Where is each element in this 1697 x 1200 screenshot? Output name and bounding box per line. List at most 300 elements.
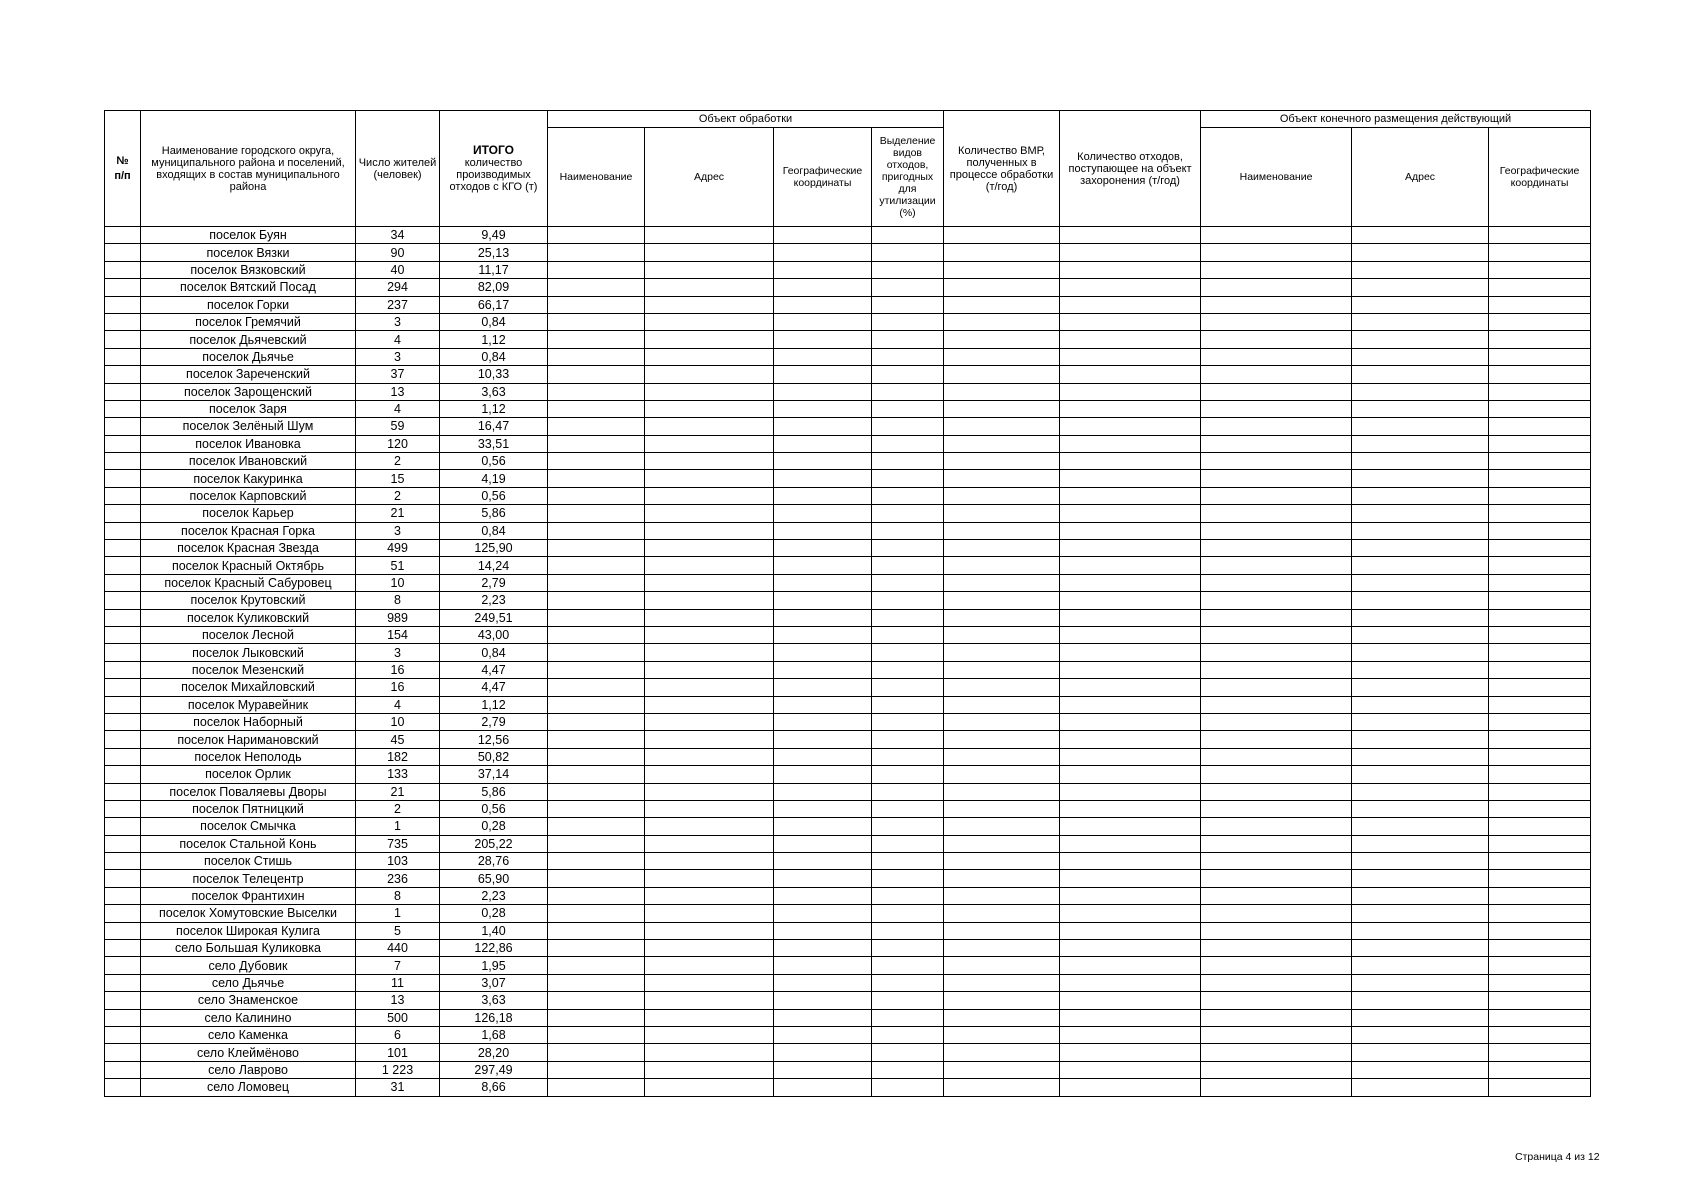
cell-total: 50,82	[440, 748, 548, 765]
cell-disp-address	[1352, 366, 1489, 383]
cell-disp-name	[1201, 766, 1352, 783]
cell-proc-percent	[872, 1061, 944, 1078]
cell-disp-name	[1201, 661, 1352, 678]
cell-proc-coords	[774, 609, 872, 626]
table-row	[105, 800, 1591, 817]
cell-disp-address	[1352, 383, 1489, 400]
cell-disp-address	[1352, 313, 1489, 330]
cell-disp-coords	[1489, 992, 1591, 1009]
cell-total: 82,09	[440, 279, 548, 296]
cell-total: 11,17	[440, 261, 548, 278]
cell-disp-coords	[1489, 905, 1591, 922]
cell-burial-qty	[1060, 679, 1201, 696]
cell-proc-name	[548, 835, 645, 852]
cell-num	[105, 887, 141, 904]
cell-proc-percent	[872, 522, 944, 539]
header-proc-coords: Географические координаты	[774, 128, 872, 227]
cell-burial-qty	[1060, 592, 1201, 609]
cell-disp-coords	[1489, 609, 1591, 626]
cell-disp-address	[1352, 766, 1489, 783]
cell-proc-name	[548, 922, 645, 939]
cell-disp-address	[1352, 418, 1489, 435]
cell-num	[105, 470, 141, 487]
cell-proc-address	[645, 574, 774, 591]
cell-proc-percent	[872, 974, 944, 991]
cell-disp-name	[1201, 296, 1352, 313]
cell-name: поселок Стишь	[141, 853, 356, 870]
cell-proc-name	[548, 261, 645, 278]
table-row	[105, 435, 1591, 452]
cell-burial-qty	[1060, 853, 1201, 870]
cell-burial-qty	[1060, 348, 1201, 365]
header-proc-name: Наименование	[548, 128, 645, 227]
cell-num	[105, 1044, 141, 1061]
cell-disp-name	[1201, 644, 1352, 661]
table-row	[105, 244, 1591, 261]
cell-proc-name	[548, 313, 645, 330]
table-row	[105, 1009, 1591, 1026]
cell-proc-name	[548, 453, 645, 470]
cell-disp-address	[1352, 540, 1489, 557]
cell-proc-address	[645, 383, 774, 400]
cell-name: поселок Вязковский	[141, 261, 356, 278]
cell-proc-name	[548, 609, 645, 626]
cell-proc-address	[645, 870, 774, 887]
cell-population: 4	[356, 696, 440, 713]
cell-vmr	[944, 887, 1060, 904]
cell-name: поселок Пятницкий	[141, 800, 356, 817]
cell-disp-address	[1352, 887, 1489, 904]
cell-population: 3	[356, 348, 440, 365]
cell-proc-coords	[774, 696, 872, 713]
cell-total: 0,56	[440, 800, 548, 817]
cell-population: 182	[356, 748, 440, 765]
cell-burial-qty	[1060, 557, 1201, 574]
cell-vmr	[944, 661, 1060, 678]
cell-proc-address	[645, 905, 774, 922]
cell-proc-name	[548, 696, 645, 713]
cell-vmr	[944, 348, 1060, 365]
cell-vmr	[944, 453, 1060, 470]
cell-burial-qty	[1060, 940, 1201, 957]
cell-total: 3,07	[440, 974, 548, 991]
cell-burial-qty	[1060, 661, 1201, 678]
cell-proc-address	[645, 731, 774, 748]
cell-proc-percent	[872, 279, 944, 296]
cell-population: 2	[356, 453, 440, 470]
cell-proc-address	[645, 400, 774, 417]
cell-proc-name	[548, 870, 645, 887]
table-row	[105, 679, 1591, 696]
cell-proc-name	[548, 940, 645, 957]
cell-vmr	[944, 1044, 1060, 1061]
cell-disp-address	[1352, 1044, 1489, 1061]
cell-name: поселок Какуринка	[141, 470, 356, 487]
cell-vmr	[944, 540, 1060, 557]
cell-vmr	[944, 227, 1060, 244]
cell-disp-address	[1352, 331, 1489, 348]
header-disp-name: Наименование	[1201, 128, 1352, 227]
cell-burial-qty	[1060, 296, 1201, 313]
cell-name: поселок Дьячевский	[141, 331, 356, 348]
cell-disp-name	[1201, 261, 1352, 278]
cell-proc-address	[645, 818, 774, 835]
cell-name: поселок Зелёный Шум	[141, 418, 356, 435]
cell-proc-coords	[774, 279, 872, 296]
cell-total: 297,49	[440, 1061, 548, 1078]
cell-disp-coords	[1489, 626, 1591, 643]
cell-population: 5	[356, 922, 440, 939]
cell-population: 236	[356, 870, 440, 887]
cell-disp-coords	[1489, 1061, 1591, 1078]
cell-population: 34	[356, 227, 440, 244]
cell-total: 66,17	[440, 296, 548, 313]
cell-proc-name	[548, 1061, 645, 1078]
cell-disp-coords	[1489, 1044, 1591, 1061]
cell-proc-address	[645, 244, 774, 261]
cell-vmr	[944, 626, 1060, 643]
cell-proc-address	[645, 296, 774, 313]
cell-proc-coords	[774, 800, 872, 817]
cell-proc-name	[548, 713, 645, 730]
cell-population: 500	[356, 1009, 440, 1026]
table-row	[105, 696, 1591, 713]
cell-proc-percent	[872, 870, 944, 887]
cell-num	[105, 331, 141, 348]
cell-burial-qty	[1060, 783, 1201, 800]
cell-num	[105, 435, 141, 452]
cell-burial-qty	[1060, 870, 1201, 887]
cell-population: 7	[356, 957, 440, 974]
cell-name: поселок Михайловский	[141, 679, 356, 696]
table-row	[105, 626, 1591, 643]
cell-proc-name	[548, 661, 645, 678]
cell-proc-address	[645, 940, 774, 957]
cell-population: 237	[356, 296, 440, 313]
cell-vmr	[944, 331, 1060, 348]
cell-vmr	[944, 644, 1060, 661]
cell-proc-coords	[774, 505, 872, 522]
cell-disp-address	[1352, 522, 1489, 539]
cell-proc-coords	[774, 348, 872, 365]
cell-disp-name	[1201, 800, 1352, 817]
cell-total: 0,56	[440, 453, 548, 470]
table-row	[105, 1061, 1591, 1078]
cell-total: 2,79	[440, 574, 548, 591]
cell-proc-coords	[774, 1061, 872, 1078]
header-total-text: количество производимых отходов с КГО (т)	[449, 157, 538, 193]
cell-proc-percent	[872, 348, 944, 365]
table-row	[105, 940, 1591, 957]
header-vmr: Количество ВМР, полученных в процессе обработки (т/год)	[944, 111, 1060, 227]
cell-total: 4,47	[440, 679, 548, 696]
cell-disp-coords	[1489, 418, 1591, 435]
cell-population: 3	[356, 522, 440, 539]
cell-population: 440	[356, 940, 440, 957]
cell-vmr	[944, 800, 1060, 817]
cell-proc-address	[645, 661, 774, 678]
cell-disp-address	[1352, 400, 1489, 417]
cell-burial-qty	[1060, 227, 1201, 244]
cell-proc-name	[548, 853, 645, 870]
cell-vmr	[944, 557, 1060, 574]
header-num-symbol: №	[116, 154, 129, 167]
cell-name: село Знаменское	[141, 992, 356, 1009]
cell-proc-address	[645, 957, 774, 974]
cell-num	[105, 957, 141, 974]
cell-disp-name	[1201, 887, 1352, 904]
cell-disp-coords	[1489, 644, 1591, 661]
cell-proc-address	[645, 1079, 774, 1096]
cell-total: 0,84	[440, 644, 548, 661]
table-row	[105, 574, 1591, 591]
cell-proc-address	[645, 1061, 774, 1078]
cell-proc-name	[548, 731, 645, 748]
cell-proc-name	[548, 296, 645, 313]
cell-population: 15	[356, 470, 440, 487]
cell-proc-address	[645, 331, 774, 348]
table-row	[105, 331, 1591, 348]
cell-proc-coords	[774, 1026, 872, 1043]
cell-proc-percent	[872, 731, 944, 748]
cell-proc-percent	[872, 470, 944, 487]
cell-name: поселок Куликовский	[141, 609, 356, 626]
cell-population: 16	[356, 679, 440, 696]
cell-disp-name	[1201, 383, 1352, 400]
cell-disp-address	[1352, 435, 1489, 452]
cell-disp-coords	[1489, 922, 1591, 939]
cell-num	[105, 870, 141, 887]
cell-proc-address	[645, 540, 774, 557]
cell-num	[105, 244, 141, 261]
cell-burial-qty	[1060, 835, 1201, 852]
cell-disp-name	[1201, 818, 1352, 835]
cell-proc-coords	[774, 1009, 872, 1026]
cell-name: поселок Поваляевы Дворы	[141, 783, 356, 800]
cell-disp-name	[1201, 626, 1352, 643]
cell-name: поселок Неполодь	[141, 748, 356, 765]
cell-disp-name	[1201, 853, 1352, 870]
cell-burial-qty	[1060, 244, 1201, 261]
cell-population: 133	[356, 766, 440, 783]
cell-burial-qty	[1060, 887, 1201, 904]
cell-disp-coords	[1489, 366, 1591, 383]
cell-population: 2	[356, 487, 440, 504]
table-row	[105, 227, 1591, 244]
cell-burial-qty	[1060, 992, 1201, 1009]
cell-vmr	[944, 731, 1060, 748]
cell-population: 21	[356, 505, 440, 522]
cell-disp-address	[1352, 348, 1489, 365]
header-proc-address: Адрес	[645, 128, 774, 227]
header-num-abbr: п/п	[114, 169, 131, 182]
cell-total: 1,12	[440, 696, 548, 713]
cell-num	[105, 540, 141, 557]
cell-burial-qty	[1060, 609, 1201, 626]
table-row	[105, 557, 1591, 574]
cell-disp-coords	[1489, 383, 1591, 400]
cell-disp-coords	[1489, 244, 1591, 261]
cell-population: 4	[356, 400, 440, 417]
table-row	[105, 453, 1591, 470]
cell-total: 4,19	[440, 470, 548, 487]
cell-proc-address	[645, 557, 774, 574]
table-row	[105, 887, 1591, 904]
cell-name: село Каменка	[141, 1026, 356, 1043]
cell-vmr	[944, 592, 1060, 609]
cell-vmr	[944, 940, 1060, 957]
cell-proc-coords	[774, 818, 872, 835]
cell-name: поселок Дьячье	[141, 348, 356, 365]
cell-proc-percent	[872, 418, 944, 435]
cell-num	[105, 487, 141, 504]
cell-proc-name	[548, 557, 645, 574]
cell-disp-address	[1352, 992, 1489, 1009]
cell-proc-coords	[774, 313, 872, 330]
cell-burial-qty	[1060, 731, 1201, 748]
cell-burial-qty	[1060, 818, 1201, 835]
cell-disp-name	[1201, 679, 1352, 696]
cell-disp-address	[1352, 557, 1489, 574]
cell-proc-address	[645, 696, 774, 713]
cell-proc-address	[645, 279, 774, 296]
cell-burial-qty	[1060, 313, 1201, 330]
cell-proc-percent	[872, 835, 944, 852]
cell-total: 0,84	[440, 522, 548, 539]
cell-num	[105, 679, 141, 696]
cell-proc-name	[548, 470, 645, 487]
cell-disp-name	[1201, 1009, 1352, 1026]
cell-disp-name	[1201, 453, 1352, 470]
cell-proc-address	[645, 418, 774, 435]
cell-disp-coords	[1489, 261, 1591, 278]
cell-burial-qty	[1060, 1026, 1201, 1043]
cell-disp-address	[1352, 870, 1489, 887]
cell-num	[105, 1009, 141, 1026]
cell-proc-percent	[872, 992, 944, 1009]
cell-num	[105, 748, 141, 765]
cell-proc-address	[645, 470, 774, 487]
cell-disp-coords	[1489, 470, 1591, 487]
cell-num	[105, 313, 141, 330]
cell-proc-name	[548, 766, 645, 783]
header-disp-address: Адрес	[1352, 128, 1489, 227]
cell-population: 45	[356, 731, 440, 748]
cell-disp-name	[1201, 783, 1352, 800]
cell-vmr	[944, 974, 1060, 991]
cell-disp-address	[1352, 609, 1489, 626]
cell-proc-coords	[774, 470, 872, 487]
cell-disp-address	[1352, 487, 1489, 504]
cell-population: 59	[356, 418, 440, 435]
cell-proc-percent	[872, 331, 944, 348]
table-row	[105, 957, 1591, 974]
cell-disp-address	[1352, 1079, 1489, 1096]
cell-burial-qty	[1060, 453, 1201, 470]
cell-num	[105, 974, 141, 991]
cell-proc-name	[548, 974, 645, 991]
cell-proc-percent	[872, 644, 944, 661]
cell-proc-address	[645, 1026, 774, 1043]
cell-vmr	[944, 835, 1060, 852]
cell-proc-name	[548, 818, 645, 835]
cell-disp-name	[1201, 557, 1352, 574]
cell-proc-coords	[774, 853, 872, 870]
cell-total: 28,76	[440, 853, 548, 870]
cell-disp-coords	[1489, 487, 1591, 504]
cell-proc-coords	[774, 366, 872, 383]
cell-vmr	[944, 766, 1060, 783]
cell-proc-address	[645, 313, 774, 330]
cell-total: 5,86	[440, 783, 548, 800]
cell-proc-coords	[774, 905, 872, 922]
cell-vmr	[944, 487, 1060, 504]
cell-burial-qty	[1060, 366, 1201, 383]
cell-proc-name	[548, 905, 645, 922]
cell-proc-coords	[774, 1044, 872, 1061]
cell-disp-address	[1352, 1026, 1489, 1043]
table-row	[105, 540, 1591, 557]
cell-name: поселок Зарощенский	[141, 383, 356, 400]
cell-total: 1,68	[440, 1026, 548, 1043]
cell-disp-name	[1201, 609, 1352, 626]
cell-disp-address	[1352, 505, 1489, 522]
cell-proc-address	[645, 853, 774, 870]
cell-num	[105, 522, 141, 539]
cell-name: поселок Карьер	[141, 505, 356, 522]
cell-proc-coords	[774, 626, 872, 643]
cell-population: 8	[356, 887, 440, 904]
header-processing-group: Объект обработки	[548, 111, 944, 128]
cell-num	[105, 922, 141, 939]
cell-proc-percent	[872, 766, 944, 783]
cell-vmr	[944, 574, 1060, 591]
cell-proc-name	[548, 783, 645, 800]
cell-num	[105, 400, 141, 417]
cell-proc-name	[548, 626, 645, 643]
cell-proc-coords	[774, 1079, 872, 1096]
cell-name: село Клеймёново	[141, 1044, 356, 1061]
cell-proc-percent	[872, 609, 944, 626]
cell-proc-coords	[774, 731, 872, 748]
cell-proc-address	[645, 505, 774, 522]
cell-burial-qty	[1060, 574, 1201, 591]
cell-disp-address	[1352, 731, 1489, 748]
cell-disp-coords	[1489, 957, 1591, 974]
cell-total: 122,86	[440, 940, 548, 957]
cell-name: поселок Лыковский	[141, 644, 356, 661]
cell-num	[105, 626, 141, 643]
cell-proc-address	[645, 522, 774, 539]
cell-total: 0,84	[440, 313, 548, 330]
cell-proc-percent	[872, 383, 944, 400]
cell-name: село Ломовец	[141, 1079, 356, 1096]
cell-proc-coords	[774, 540, 872, 557]
cell-proc-name	[548, 227, 645, 244]
cell-disp-name	[1201, 1061, 1352, 1078]
table-header	[105, 111, 1591, 227]
cell-burial-qty	[1060, 696, 1201, 713]
cell-name: поселок Горки	[141, 296, 356, 313]
cell-population: 154	[356, 626, 440, 643]
cell-name: поселок Телецентр	[141, 870, 356, 887]
table-row	[105, 313, 1591, 330]
cell-proc-percent	[872, 661, 944, 678]
cell-proc-address	[645, 922, 774, 939]
cell-proc-percent	[872, 818, 944, 835]
cell-disp-coords	[1489, 853, 1591, 870]
cell-burial-qty	[1060, 957, 1201, 974]
